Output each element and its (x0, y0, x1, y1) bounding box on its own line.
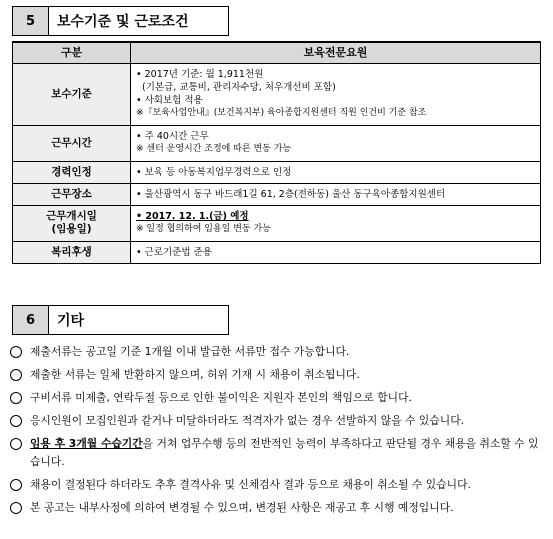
row-content-welfare (131, 241, 541, 263)
content-line: • 2017. 12. 1.(금) 예정 (136, 211, 249, 222)
row-content-career (131, 161, 541, 183)
list-item (10, 343, 545, 361)
list-item-text: 본 공고는 내부사정에 의하여 변경될 수 있으며, 변경된 사항은 재공고 후 시행 예정입니다. (30, 501, 454, 514)
probation-rest: 을 거쳐 업무수행 등의 전반적인 능력이 부족하다고 판단될 경우 채용을 취소할 수 있습니다. (30, 437, 539, 468)
table-row (13, 205, 541, 241)
list-item-text: 제출한 서류는 일체 반환하지 않으며, 허위 기재 시 채용이 취소됩니다. (30, 368, 360, 381)
section-6-number: 6 (12, 305, 49, 335)
section-5-title: 보수기준 및 근로조건 (49, 6, 229, 36)
circle-bullet-icon (10, 502, 22, 514)
list-item (10, 435, 545, 471)
probation-emphasis: 임용 후 3개월 수습기간 (30, 437, 143, 450)
list-item-text-probation (30, 435, 545, 471)
content-note: ※『보육사업안내』(보건복지부) 육아종합지원센터 직원 인건비 기준 참조 (136, 108, 427, 118)
header-position: 보육전문요원 (131, 42, 541, 63)
section-6-title: 기타 (49, 305, 229, 335)
row-label-salary: 보수기준 (13, 63, 131, 125)
label-line: (임용일) (51, 223, 92, 235)
circle-bullet-icon (10, 392, 22, 404)
list-item (10, 389, 545, 407)
content-line: • 2017년 기준: 월 1,911천원 (136, 69, 264, 80)
label-line: 근무개시일 (46, 210, 97, 222)
salary-conditions-table (12, 41, 541, 264)
content-line: (기본급, 교통비, 관리자수당, 처우개선비 포함) (136, 82, 336, 93)
row-label-welfare: 복리후생 (13, 241, 131, 263)
content-line: • 사회보험 적용 (136, 95, 203, 106)
section-5-header (12, 6, 229, 36)
row-label-workplace: 근무장소 (13, 183, 131, 205)
list-item (10, 366, 545, 384)
circle-bullet-icon (10, 479, 22, 491)
content-note: ※ 센터 운영시간 조정에 따른 변동 가능 (136, 144, 292, 154)
row-content-start-date (131, 205, 541, 241)
list-item-text: 응시인원이 모집인원과 같거나 미달하더라도 적격자가 없는 경우 선발하지 않을 수 있습니다. (30, 414, 465, 427)
content-line: • 주 40시간 근무 (136, 131, 209, 142)
table-row (13, 63, 541, 125)
list-item (10, 412, 545, 430)
header-category: 구분 (13, 42, 131, 63)
circle-bullet-icon (10, 415, 22, 427)
content-note: ※ 일정 협의하여 임용일 변동 가능 (136, 224, 271, 234)
circle-bullet-icon (10, 346, 22, 358)
section-5-number: 5 (12, 6, 49, 36)
row-label-start-date (13, 205, 131, 241)
row-content-hours (131, 125, 541, 161)
list-item-text: 채용이 결정된다 하더라도 추후 결격사유 및 신체검사 결과 등으로 채용이 취소될 수 있습니다. (30, 478, 471, 491)
row-label-hours: 근무시간 (13, 125, 131, 161)
list-item-text: 제출서류는 공고일 기준 1개월 이내 발급한 서류만 접수 가능합니다. (30, 345, 350, 358)
table-header-row (13, 42, 541, 63)
row-label-career: 경력인정 (13, 161, 131, 183)
other-notes-list (10, 343, 545, 522)
table-row (13, 183, 541, 205)
content-line: • 근로기준법 준용 (136, 246, 212, 258)
table-row (13, 161, 541, 183)
list-item (10, 476, 545, 494)
table-row (13, 241, 541, 263)
row-content-workplace (131, 183, 541, 205)
list-item (10, 499, 545, 517)
circle-bullet-icon (10, 369, 22, 381)
content-line: • 울산광역시 동구 바드래1길 61, 2층(전하동) 울산 동구육아종합지원센터 (136, 188, 446, 200)
circle-bullet-icon (10, 438, 22, 450)
section-6-header (12, 305, 229, 335)
list-item-text: 구비서류 미제출, 연락두절 등으로 인한 불이익은 지원자 본인의 책임으로 합니다. (30, 391, 412, 404)
row-content-salary (131, 63, 541, 125)
content-line: • 보육 등 아동복지업무경력으로 인정 (136, 166, 292, 178)
table-row (13, 125, 541, 161)
